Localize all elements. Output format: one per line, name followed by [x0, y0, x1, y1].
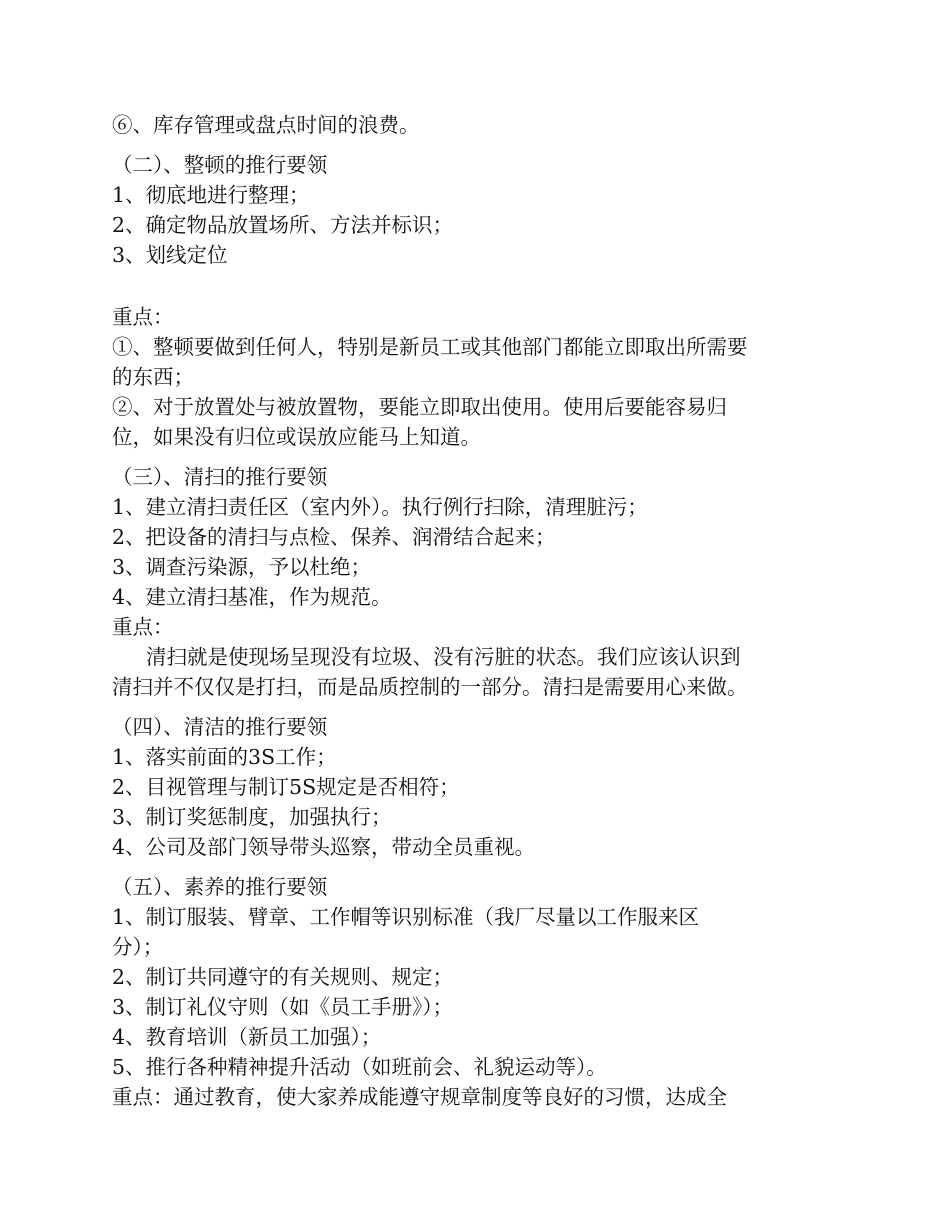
text-line: 2、确定物品放置场所、方法并标识； — [112, 213, 454, 237]
text-line: 的东西； — [112, 365, 194, 389]
text-line: 1、制订服装、臂章、工作帽等识别标准（我厂尽量以工作服来区 — [112, 905, 700, 929]
text-line: 4、建立清扫基准，作为规范。 — [112, 585, 392, 609]
text-line: 3、划线定位 — [112, 243, 228, 267]
section-heading: （三）、清扫的推行要领 — [112, 465, 328, 489]
text-line: 1、彻底地进行整理； — [112, 183, 310, 207]
text-line: 位，如果没有归位或误放应能马上知道。 — [112, 425, 481, 449]
text-line: 1、建立清扫责任区（室内外）。执行例行扫除，清理脏污； — [112, 495, 648, 519]
text-line: 2、把设备的清扫与点检、保养、润滑结合起来； — [112, 525, 556, 549]
text-line: 2、制订共同遵守的有关规则、规定； — [112, 965, 454, 989]
text-line: 3、调查污染源，予以杜绝； — [112, 555, 372, 579]
paragraph-line: 清扫就是使现场呈现没有垃圾、没有污脏的状态。我们应该认识到 — [146, 645, 741, 669]
key-point-label: 重点： — [112, 305, 174, 329]
text-line: 2、目视管理与制订5S规定是否相符； — [112, 775, 460, 799]
text-line: 3、制订奖惩制度，加强执行； — [112, 805, 392, 829]
section-heading: （四）、清洁的推行要领 — [112, 715, 328, 739]
text-line: 分）； — [112, 935, 164, 959]
text-line: ①、整顿要做到任何人，特别是新员工或其他部门都能立即取出所需要 — [112, 335, 748, 359]
text-line: ②、对于放置处与被放置物，要能立即取出使用。使用后要能容易归 — [112, 395, 727, 419]
text-line: 1、落实前面的3S工作； — [112, 745, 337, 769]
document-page — [112, 110, 852, 1112]
text-line: 4、公司及部门领导带头巡察，带动全员重视。 — [112, 835, 536, 859]
key-point-label: 重点： — [112, 615, 174, 639]
text-line: 5、推行各种精神提升活动（如班前会、礼貌运动等）。 — [112, 1055, 607, 1079]
text-line: 3、制订礼仪守则（如《员工手册》）； — [112, 995, 454, 1019]
blank-line — [112, 270, 852, 300]
text-line: 重点：通过教育，使大家养成能遵守规章制度等良好的习惯，达成全 — [112, 1085, 727, 1109]
text-line: ⑥、库存管理或盘点时间的浪费。 — [112, 113, 420, 137]
section-heading: （五）、素养的推行要领 — [112, 875, 328, 899]
section-heading: （二）、整顿的推行要领 — [112, 153, 328, 177]
paragraph-line: 清扫并不仅仅是打扫，而是品质控制的一部分。清扫是需要用心来做。 — [112, 675, 748, 699]
text-line: 4、教育培训（新员工加强）； — [112, 1025, 382, 1049]
